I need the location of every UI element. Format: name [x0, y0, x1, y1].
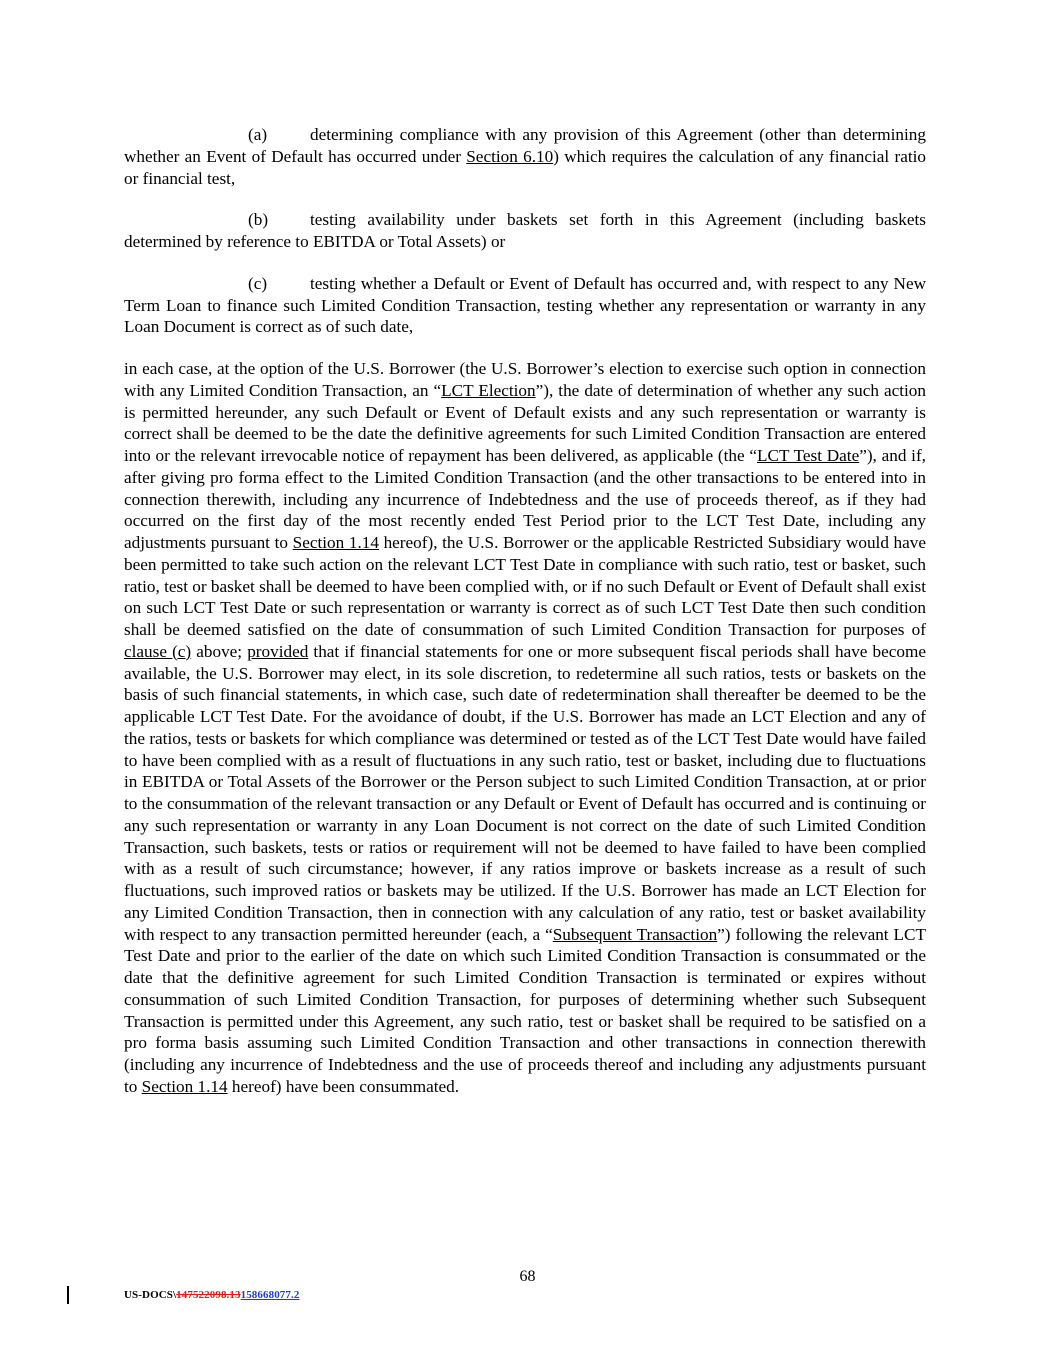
- clause-a: [124, 124, 926, 189]
- clause-label: (a): [248, 125, 268, 144]
- defined-term-lct-test-date: LCT Test Date: [757, 446, 860, 465]
- document-id: [124, 1289, 299, 1301]
- clause-c: [124, 273, 926, 338]
- section-link[interactable]: Section 1.14: [292, 533, 379, 552]
- main-paragraph: [124, 358, 926, 1098]
- paragraph-text: in each case, at the option of the U.S. Borrower (the U.S. Borrower’s election to exercise such option in connection with any Limited Condition Transaction, an “: [124, 359, 926, 400]
- paragraph-text: hereof) have been consummated.: [227, 1076, 460, 1096]
- clause-label: (b): [248, 210, 269, 230]
- inserted-doc-id: 158668077.2: [240, 1289, 300, 1301]
- paragraph-text: ”), the date of determination of whether any such action is permitted hereunder, any such Default or Event of Default exists and any such representation or warranty is correct shall be deemed to be the date the definitive agreements for such Limited Condition Transaction are entered into or the relevant irrevocable notice of repayment has been delivered, as applicable (the “: [124, 380, 926, 465]
- clause-text: testing availability under baskets set forth in this Agreement (including baskets determined by reference to EBITDA or Total Assets) or: [124, 210, 926, 251]
- doc-id-prefix: US-DOCS\: [124, 1289, 177, 1301]
- defined-term-lct-election: LCT Election: [441, 380, 536, 400]
- paragraph-text: above;: [191, 641, 248, 661]
- paragraph-text: that if financial statements for one or more subsequent fiscal periods shall have become available, the U.S. Borrower may elect, in its sole discretion, to redetermine all such ratios, tests or baskets on the basis of such financial statements, in which case, such date of redetermination shall thereafter be deemed to be the applicable LCT Test Date. For the avoidance of doubt, if the U.S. Borrower has made an LCT Election and any of the ratios, tests or baskets for which compliance was determined or tested as of the LCT Test Date would have failed to have been complied with as a result of fluctuations in any such ratio, test or basket, including due to fluctuations in EBITDA or Total Assets of the Borrower or the Person subject to such Limited Condition Transaction, at or prior to the consummation of the relevant transaction or any Default or Event of Default has occurred and is continuing or any such representation or warranty in any Loan Document is not correct on the date of such Limited Condition Transaction, such baskets, tests or ratios or requirement will not be deemed to have failed to have been complied with as a result of such circumstance; however, if any ratios improve or baskets increase as a result of such fluctuations, such improved ratios or baskets may be utilized. If the U.S. Borrower has made an LCT Election for any Limited Condition Transaction, then in connection with any calculation of any ratio, test or basket availability with respect to any transaction permitted hereunder (each, a “: [124, 641, 926, 944]
- defined-term-subsequent-transaction: Subsequent Transaction: [552, 924, 718, 944]
- revision-change-bar: [67, 1286, 69, 1304]
- deleted-doc-id: 147522098.13: [176, 1289, 241, 1301]
- clause-text: determining compliance with any provision of this Agreement (other than determining whether an Event of Default has occurred under: [124, 125, 926, 166]
- clause-text: testing whether a Default or Event of Default has occurred and, with respect to any New Term Loan to finance such Limited Condition Transaction, testing whether any representation or warranty in any Loan Document is correct as of such date,: [124, 273, 926, 337]
- clause-reference[interactable]: clause (c): [124, 641, 192, 661]
- paragraph-text: hereof), the U.S. Borrower or the applicable Restricted Subsidiary would have been permitted to take such action on the relevant LCT Test Date in compliance with such ratio, test or basket, such ratio, test or basket shall be deemed to have been complied with, or if no such Default or Event of Default shall exist on such LCT Test Date or such representation or warranty is correct as of such LCT Test Date then such condition shall be deemed satisfied on the date of consummation of such Limited Condition Transaction for purposes of: [124, 533, 927, 639]
- section-link[interactable]: Section 1.14: [141, 1076, 228, 1096]
- document-body: [124, 124, 926, 1098]
- clause-label: (c): [248, 273, 268, 293]
- page-number: 68: [519, 1268, 536, 1285]
- paragraph-text: ”) following the relevant LCT Test Date and prior to the earlier of the date on which such Limited Condition Transaction is consummated or the date that the definitive agreement for such Limited Condition Transaction is terminated or expires without consummation of such Limited Condition Transaction, for purposes of determining whether such Subsequent Transaction is permitted under this Agreement, any such ratio, test or basket shall be required to be satisfied on a pro forma basis assuming such Limited Condition Transaction and other transactions in connection therewith (including any incurrence of Indebtedness and the use of proceeds thereof and including any adjustments pursuant to: [124, 924, 926, 1096]
- section-link[interactable]: Section 6.10: [466, 146, 554, 166]
- provided-term: provided: [247, 641, 309, 661]
- clause-b: [124, 209, 926, 253]
- paragraph-text: ”), and if, after giving pro forma effect to the Limited Condition Transaction (and the other transactions to be entered into in connection therewith, including any incurrence of Indebtedness and the use of proceeds thereof, as if they had occurred on the first day of the most recently ended Test Period prior to the LCT Test Date, including any adjustments pursuant to: [124, 446, 926, 552]
- clause-text: ) which requires the calculation of any financial ratio or financial test,: [124, 146, 926, 188]
